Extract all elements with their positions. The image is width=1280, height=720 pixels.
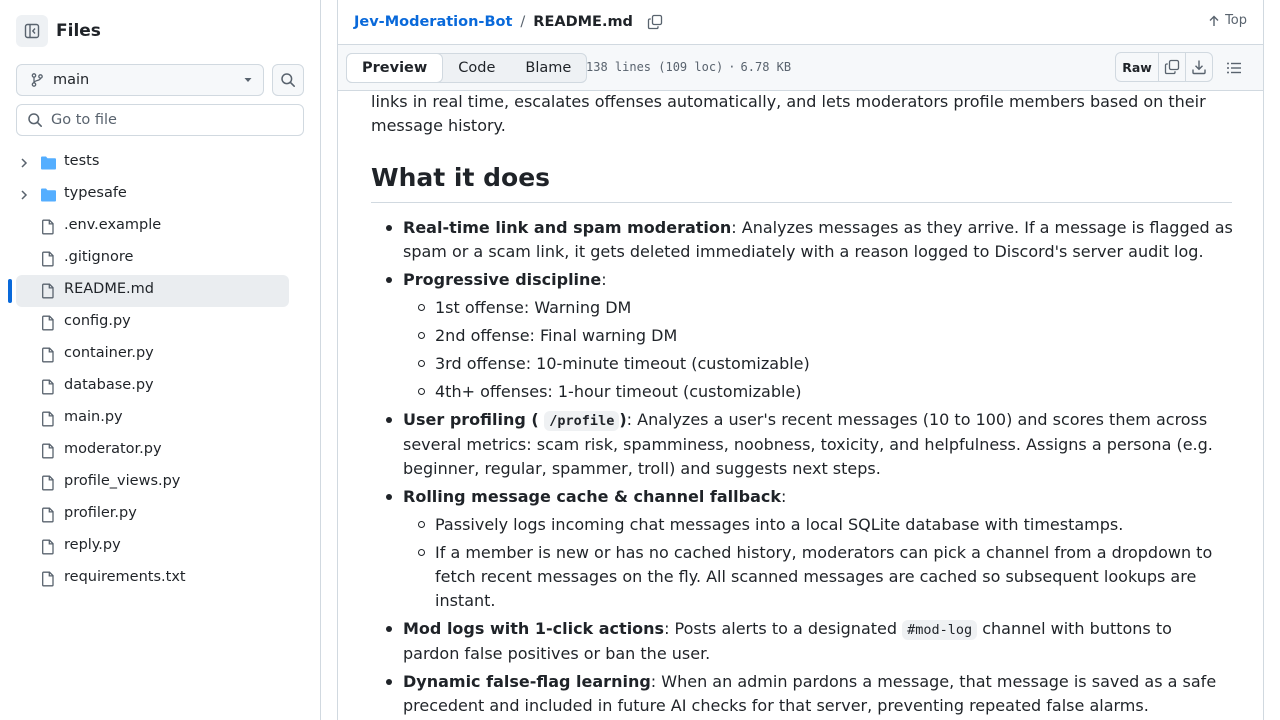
sidebar-title: Files: [56, 21, 101, 41]
tree-file-database[interactable]: [0, 371, 320, 403]
tree-item-label: moderator.py: [64, 441, 162, 457]
feature-text: : Posts alerts to a designated: [664, 619, 903, 638]
tree-file-config[interactable]: [0, 307, 320, 339]
tree-file-container[interactable]: [0, 339, 320, 371]
tree-item-label: database.py: [64, 377, 154, 393]
feature-title: Real-time link and spam moderation: [403, 218, 732, 237]
sub-list: [403, 513, 1233, 613]
readme-intro-paragraph: links in real time, escalates offenses automatically, and lets moderators profile members based on their message history.: [371, 92, 1206, 135]
section-heading: What it does: [371, 161, 1232, 203]
tab-blame[interactable]: Blame: [525, 60, 572, 76]
tree-item-label: typesafe: [64, 185, 127, 201]
feature-item: [371, 485, 1233, 613]
folder-icon: [40, 155, 57, 171]
search-icon: [27, 112, 43, 128]
top-label: Top: [1225, 13, 1247, 28]
copy-icon: [647, 14, 663, 30]
tree-item-label: tests: [64, 153, 100, 169]
sub-list-item: 2nd offense: Final warning DM: [403, 324, 1233, 348]
feature-title: Dynamic false-flag learning: [403, 672, 651, 691]
line-count: 138 lines (109 loc): [586, 60, 724, 74]
file-info: [586, 60, 791, 74]
breadcrumb-file: README.md: [533, 14, 633, 30]
feature-title: Rolling message cache & channel fallback: [403, 487, 781, 506]
file-view: [337, 0, 1264, 720]
sub-list-item: 4th+ offenses: 1-hour timeout (customizable): [403, 380, 1233, 404]
info-separator: ·: [728, 60, 736, 74]
tree-item-label: main.py: [64, 409, 123, 425]
breadcrumb-separator: /: [520, 14, 526, 30]
tree-item-label: config.py: [64, 313, 131, 329]
tree-file-main[interactable]: [0, 403, 320, 435]
feature-title-part: User profiling (: [403, 410, 539, 429]
file-sidebar: [0, 0, 321, 720]
go-to-file-input[interactable]: [16, 104, 304, 136]
tree-item-label: container.py: [64, 345, 154, 361]
feature-title: [403, 410, 627, 429]
sub-list-item: If a member is new or has no cached history, moderators can pick a channel from a dropdown to fetch recent messages on the fly. All scanned messages are cached so subsequent lookups are instant.: [403, 541, 1233, 613]
feature-item: [371, 408, 1233, 481]
feature-item: [371, 617, 1233, 666]
folder-icon: [40, 187, 57, 203]
list-unordered-icon: [1226, 60, 1242, 76]
feature-list: [371, 216, 1233, 720]
file-icon: [40, 379, 56, 395]
branch-selector[interactable]: [16, 64, 264, 96]
outline-button[interactable]: [1221, 56, 1247, 80]
tree-file-readme[interactable]: [0, 275, 320, 307]
feature-item: [371, 216, 1233, 264]
collapse-sidebar-button[interactable]: [16, 15, 48, 47]
chevron-right-icon[interactable]: [18, 189, 30, 201]
file-icon: [40, 315, 56, 331]
copy-icon: [1164, 59, 1180, 75]
file-icon: [40, 571, 56, 587]
tree-folder-tests[interactable]: [0, 147, 320, 179]
feature-item: [371, 268, 1233, 404]
file-icon: [40, 283, 56, 299]
feature-title-part: ): [619, 410, 627, 429]
tab-code[interactable]: Code: [458, 60, 496, 76]
feature-title: Mod logs with 1-click actions: [403, 619, 665, 638]
file-icon: [40, 411, 56, 427]
tree-item-label: requirements.txt: [64, 569, 186, 585]
file-toolbar: [338, 45, 1263, 91]
tab-preview[interactable]: Preview: [346, 53, 443, 83]
sub-list-item: 1st offense: Warning DM: [403, 296, 1233, 320]
arrow-up-icon: [1208, 15, 1220, 27]
feature-text: : Analyzes a user's recent messages (10 to 100) and scores them across several metrics: scam risk, spamminess, noobness, toxicity, and helpfulness. Assigns a persona (e.g. beginner, regular, spammer, troll) and suggests next steps.: [403, 410, 1213, 478]
feature-text: channel with buttons to pardon false positives or ban the user.: [403, 619, 1172, 663]
file-header: [338, 0, 1263, 45]
tree-file-env-example[interactable]: [0, 211, 320, 243]
copy-raw-button[interactable]: [1158, 53, 1185, 81]
file-icon: [40, 443, 56, 459]
inline-code: /profile: [544, 411, 619, 431]
sidebar-header: [16, 15, 101, 47]
selected-indicator: [8, 279, 12, 303]
tree-file-profile-views[interactable]: [0, 467, 320, 499]
inline-code: #mod-log: [902, 620, 977, 640]
feature-item: [371, 670, 1233, 718]
file-icon: [40, 219, 56, 235]
feature-text: : Analyzes messages as they arrive. If a message is flagged as spam or a scam link, it gets deleted immediately with a reason logged to Discord's server audit log.: [403, 218, 1233, 261]
search-files-button[interactable]: [272, 64, 304, 96]
sub-list-item: Passively logs incoming chat messages into a local SQLite database with timestamps.: [403, 513, 1233, 537]
git-branch-icon: [29, 72, 45, 88]
sub-list: [403, 296, 1233, 404]
breadcrumb-repo-link[interactable]: Jev-Moderation-Bot: [354, 14, 513, 30]
file-icon: [40, 475, 56, 491]
back-to-top-link[interactable]: [1208, 13, 1247, 28]
file-icon: [40, 251, 56, 267]
caret-down-icon: [243, 75, 253, 85]
raw-button[interactable]: Raw: [1122, 59, 1152, 75]
tree-file-profiler[interactable]: [0, 499, 320, 531]
tree-item-label: reply.py: [64, 537, 121, 553]
file-icon: [40, 507, 56, 523]
tree-item-label: .gitignore: [64, 249, 134, 265]
copy-path-button[interactable]: [643, 10, 667, 34]
file-tree: [0, 147, 320, 595]
readme-content: [371, 91, 1233, 720]
tree-file-requirements[interactable]: [0, 563, 320, 595]
branch-name: main: [53, 72, 90, 88]
file-icon: [40, 539, 56, 555]
tree-file-gitignore[interactable]: [0, 243, 320, 275]
download-button[interactable]: [1185, 53, 1212, 81]
view-mode-switch: [346, 53, 587, 83]
feature-text: : When an admin pardons a message, that message is saved as a safe precedent and included in future AI checks for that server, preventing repeated false alarms.: [403, 672, 1217, 715]
chevron-right-icon[interactable]: [18, 157, 30, 169]
feature-text: :: [601, 270, 607, 289]
tree-item-label: .env.example: [64, 217, 162, 233]
file-size: 6.78 KB: [740, 60, 792, 74]
feature-title: Progressive discipline: [403, 270, 602, 289]
tree-item-label: README.md: [64, 281, 154, 297]
sub-list-item: 3rd offense: 10-minute timeout (customizable): [403, 352, 1233, 376]
tree-item-label: profile_views.py: [64, 473, 181, 489]
sidebar-collapse-icon: [24, 23, 40, 39]
tree-file-reply[interactable]: [0, 531, 320, 563]
file-actions: [1115, 52, 1213, 82]
download-icon: [1191, 59, 1207, 75]
search-icon: [280, 72, 296, 88]
tree-file-moderator[interactable]: [0, 435, 320, 467]
go-to-file-placeholder: Go to file: [51, 112, 117, 128]
feature-text: :: [780, 487, 787, 506]
tree-item-label: profiler.py: [64, 505, 137, 521]
file-icon: [40, 347, 56, 363]
tree-folder-typesafe[interactable]: [0, 179, 320, 211]
